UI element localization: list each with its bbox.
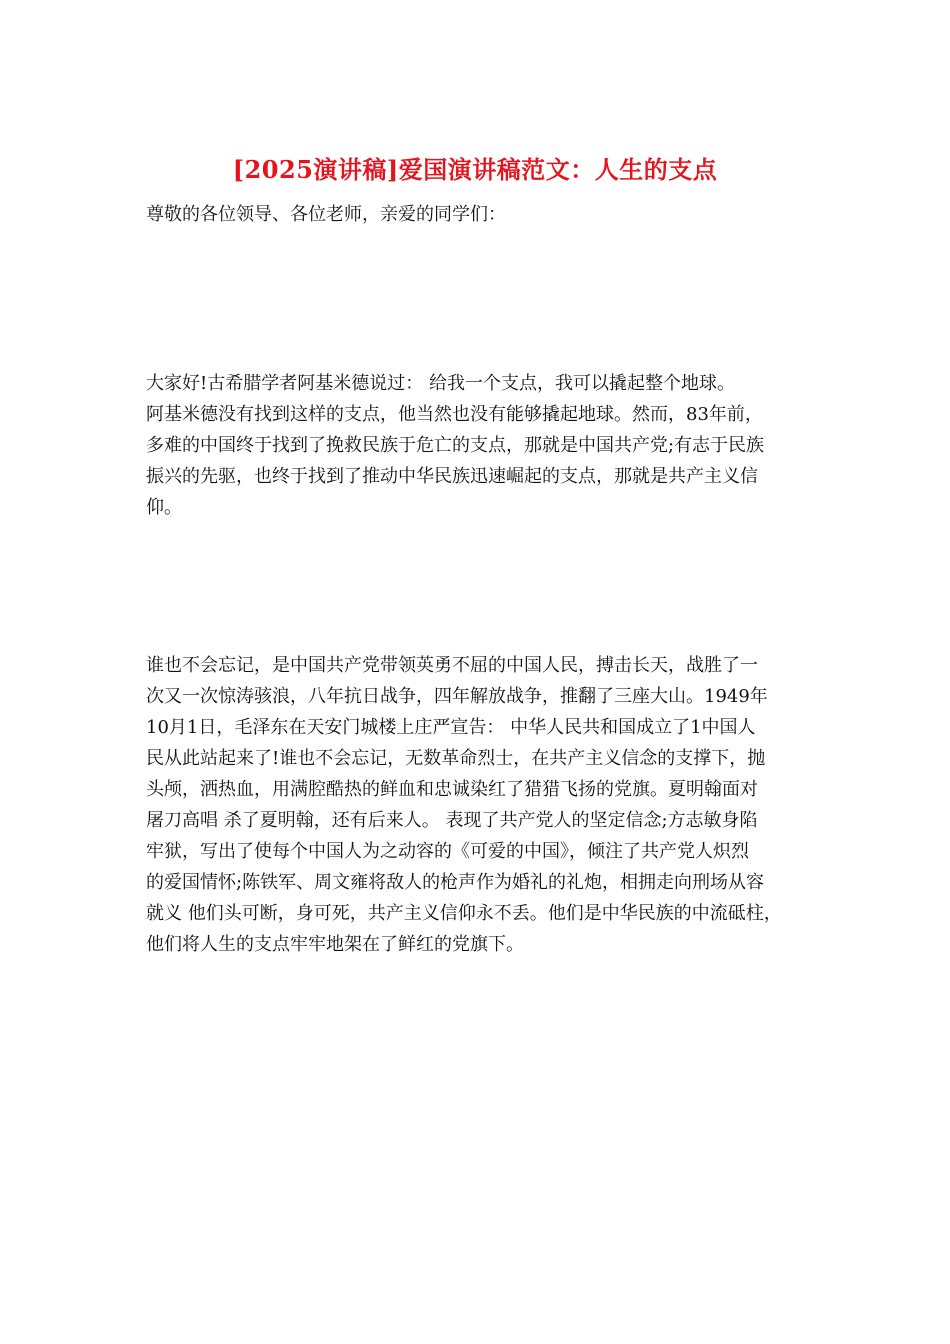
paragraph-line: 大家好!古希腊学者阿基米德说过： 给我一个支点，我可以撬起整个地球。 [146,373,735,394]
paragraph-line: 阿基米德没有找到这样的支点，他当然也没有能够撬起地球。然而，83年前， [146,404,763,425]
paragraph-line: 牢狱，写出了使每个中国人为之动容的《可爱的中国》，倾注了共产党人炽烈 [146,841,749,862]
paragraph-line: 次又一次惊涛骇浪，八年抗日战争，四年解放战争，推翻了三座大山。1949年 [146,686,768,707]
paragraph-line: 他们将人生的支点牢牢地架在了鲜红的党旗下。 [146,934,524,955]
paragraph-line: 仰。 [146,497,182,518]
paragraph-line: 的爱国情怀;陈铁军、周文雍将敌人的枪声作为婚礼的礼炮，相拥走向刑场从容 [146,872,765,893]
document-title: [2025演讲稿]爱国演讲稿范文：人生的支点 [232,155,718,184]
paragraph-line: 谁也不会忘记，是中国共产党带领英勇不屈的中国人民，搏击长天，战胜了一 [146,655,758,676]
greeting-line: 尊敬的各位领导、各位老师，亲爱的同学们： [146,204,506,225]
paragraph-1 [146,368,826,523]
paragraph-line: 振兴的先驱，也终于找到了推动中华民族迅速崛起的支点，那就是共产主义信 [146,466,758,487]
paragraph-line: 头颅，洒热血，用满腔酷热的鲜血和忠诚染红了猎猎飞扬的党旗。夏明翰面对 [146,779,758,800]
paragraph-line: 10月1日，毛泽东在天安门城楼上庄严宣告： 中华人民共和国成立了1中国人 [146,717,756,738]
paragraph-line: 民从此站起来了!谁也不会忘记，无数革命烈士，在共产主义信念的支撑下，抛 [146,748,766,769]
paragraph-line: 就义 他们头可断，身可死，共产主义信仰永不丢。他们是中华民族的中流砥柱， [146,903,782,924]
paragraph-line: 多难的中国终于找到了挽救民族于危亡的支点，那就是中国共产党;有志于民族 [146,435,765,456]
paragraph-2 [146,650,826,960]
paragraph-line: 屠刀高唱 杀了夏明翰，还有后来人。 表现了共产党人的坚定信念;方志敏身陷 [146,810,758,831]
